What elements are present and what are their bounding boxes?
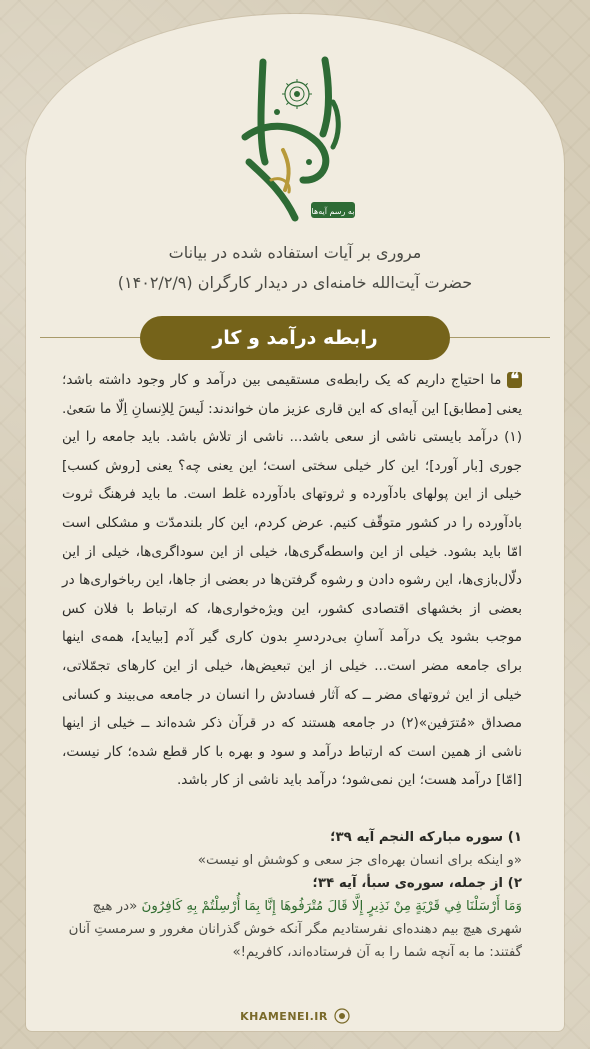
footnote-2-text: «در هیچ شهری هیچ بیم دهنده‌ای نفرستادیم مگر آنکه خوش گذرانان مغرور و سرمستِ آنان گفتند: ما به آنچه شما را به آن فرستاده‌اند، کافریم!» <box>68 899 522 960</box>
calligraphy-logo <box>225 42 365 227</box>
subtitle-line-2: حضرت آیت‌الله خامنه‌ای در دیدار کارگران (۱۴۰۲/۲/۹) <box>117 273 473 292</box>
footer <box>0 1008 590 1024</box>
divider-left <box>40 337 140 338</box>
divider-right <box>450 337 550 338</box>
quote-body <box>62 366 522 795</box>
quote-text: ما احتیاج داریم که یک رابطه‌ی مستقیمی بین درآمد و کار وجود داشته باشد؛ یعنی [مطابق] این آیه‌ای که این قاری عزیز مان خواندند: لَیسَ لِلاِنسانِ اِلّا ما سَعیٰ.(۱) درآمد بایستی ناشی از سعی باشد... ناشی از تلاش باشد. باید جامعه را این جوری [بار آورد]؛ این کار خیلی سختی است؛ این یعنی چه؟ یعنی [روش کسب] خیلی از این پولهای بادآورده و ثروتهای بادآورده غلط است. ما باید فرهنگ ثروت بادآورده را در کشور متوقّف کنیم. عرض کردم، این کار بلندمدّت و مشکلی است امّا باید بشود. خیلی از این واسطه‌گری‌ها، خیلی از این سوداگری‌ها، خیلی از این دلّال‌بازی‌ها، این رشوه دادن و رشوه گرفتن‌ها در بعضی از جاها، این رباخواری‌ها در بعضی از بخشهای اقتصادی کشور، این ویژه‌خواری‌ها، که ارتباط با فلان کس موجب بشود یک درآمد آسانِ بی‌دردسرِ بدون کاری گیر آدم [بیاید]، همه‌ی اینها برای جامعه مضر است... خیلی از این تبعیض‌ها، خیلی از این کارهای تجمّلاتی، خیلی از این ثروتهای مضر ــ که آثار فسادش را انسان در جامعه می‌بیند و کسانی مصداق «مُترَفین»(۲) در جامعه هستند که در قرآن ذکر شده‌اند ــ خیلی از اینها ناشی از همین است که ارتباط درآمد و سود و بهره با کار قطع شده؛ کار نیست، [امّا] درآمد هست؛ این نمی‌شود؛ درآمد باید ناشی از کار باشد. <box>62 372 522 789</box>
title-banner <box>140 316 450 360</box>
site-name: KHAMENEI.IR <box>240 1009 328 1023</box>
logo-caption: به رسم آیه‌ها <box>311 207 355 216</box>
footnote-2-heading: ۲) از جمله، سوره‌ی سبأ، آیه ۳۴؛ <box>312 876 522 891</box>
footnote-2-arabic: وَمَا أَرْسَلْنَا فِي قَرْيَةٍ مِنْ نَذِيرٍ إِلَّا قَالَ مُتْرَفُوهَا إِنَّا بِمَا أُرْسِلْتُمْ بِهِ كَافِرُونَ <box>141 899 522 914</box>
khamenei-logo-icon <box>334 1008 350 1024</box>
quote-mark-icon: ❝ <box>507 372 522 388</box>
footnote-1-heading: ۱) سوره مبارکه النجم آیه ۳۹؛ <box>330 830 522 845</box>
subtitle <box>60 238 530 298</box>
subtitle-line-1: مروری بر آیات استفاده شده در بیانات <box>168 243 422 262</box>
footnote-1-text: «و اینکه برای انسان بهره‌ای جز سعی و کوشش او نیست» <box>197 853 522 868</box>
footnotes <box>62 826 522 964</box>
page-title: رابطه درآمد و کار <box>212 327 378 349</box>
